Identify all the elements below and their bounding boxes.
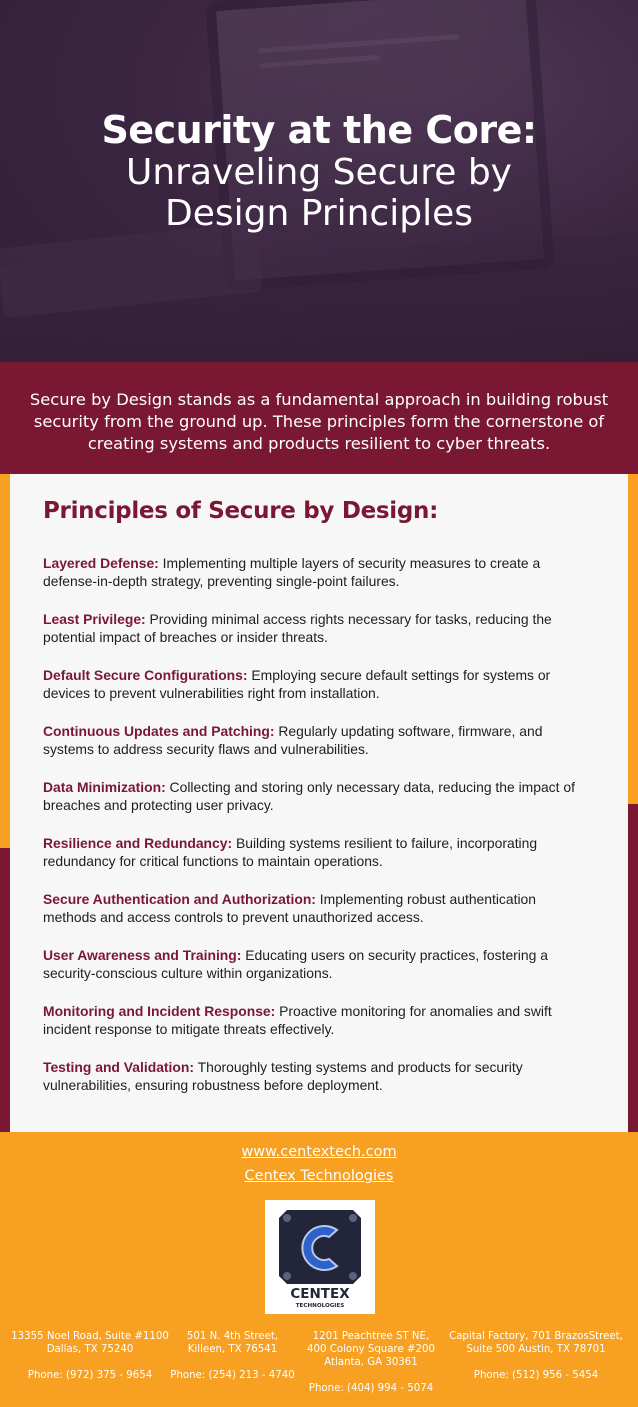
centex-c-logo-icon — [265, 1200, 375, 1314]
principle-user-awareness — [43, 946, 591, 1002]
principle-layered-defense — [43, 554, 591, 610]
principle-name: Continuous Updates and Patching: — [43, 723, 275, 739]
office-dallas — [10, 1330, 170, 1382]
office-austin — [444, 1330, 628, 1382]
office-address-line: Dallas, TX 75240 — [46, 1344, 134, 1355]
principle-name: Layered Defense: — [43, 555, 159, 571]
website-link[interactable]: www.centextech.com — [241, 1144, 397, 1160]
principle-secure-authentication — [43, 890, 591, 946]
principle-text: Regularly updating software, firmware, and systems to address security flaws and vulnerabilities. — [43, 723, 543, 758]
principle-monitoring-incident-response — [43, 1002, 591, 1058]
office-address-line: 1201 Peachtree ST NE, — [312, 1331, 430, 1342]
principle-name: Resilience and Redundancy: — [43, 835, 233, 851]
principle-name: Data Minimization: — [43, 779, 166, 795]
principle-resilience-redundancy — [43, 834, 591, 890]
principle-name: Least Privilege: — [43, 611, 146, 627]
office-killeen — [165, 1330, 300, 1382]
logo-wordmark: CENTEX — [290, 1286, 350, 1302]
principle-least-privilege — [43, 610, 591, 666]
left-accent-bar — [0, 474, 10, 1132]
title-line-2: Unraveling Secure by — [126, 152, 512, 193]
right-accent-bar — [628, 474, 638, 1132]
office-address-line: Atlanta, GA 30361 — [324, 1357, 418, 1368]
office-address-line: 13355 Noel Road, Suite #1100 — [11, 1331, 169, 1342]
principle-text: Building systems resilient to failure, incorporating redundancy for critical functions to maintain operations. — [43, 835, 538, 870]
office-address-line: Capital Factory, 701 BrazosStreet, — [449, 1331, 623, 1342]
office-address-line: Killeen, TX 76541 — [187, 1344, 278, 1355]
office-phone: Phone: (972) 375 - 9654 — [27, 1370, 153, 1381]
principle-text: Thoroughly testing systems and products for security vulnerabilities, ensuring robustness before deployment. — [43, 1059, 523, 1094]
company-logo — [265, 1200, 375, 1314]
logo-subtext: TECHNOLOGIES — [295, 1303, 345, 1309]
principles-list — [43, 554, 591, 1114]
principle-text: Proactive monitoring for anomalies and swift incident response to mitigate threats effectively. — [43, 1003, 552, 1038]
principle-testing-validation — [43, 1058, 591, 1114]
footer — [0, 1132, 638, 1407]
company-link[interactable]: Centex Technologies — [244, 1168, 394, 1184]
intro-band — [0, 362, 638, 474]
page-title — [0, 108, 638, 234]
office-address-line: 400 Colony Square #200 — [307, 1344, 435, 1355]
intro-text: Secure by Design stands as a fundamental approach in building robust security from the ground up. These principles form the cornerstone of creating systems and products resilient to cyber threats. — [29, 390, 609, 453]
hero-banner — [0, 0, 638, 362]
principle-name: Default Secure Configurations: — [43, 667, 248, 683]
principle-name: Monitoring and Incident Response: — [43, 1003, 276, 1019]
principle-name: User Awareness and Training: — [43, 947, 242, 963]
principle-text: Employing secure default settings for systems or devices to prevent vulnerabilities right from installation. — [43, 667, 551, 702]
principles-panel — [10, 474, 628, 1132]
principle-continuous-updates — [43, 722, 591, 778]
title-line-3: Design Principles — [165, 193, 473, 234]
principle-text: Educating users on security practices, fostering a security-conscious culture within organizations. — [43, 947, 548, 982]
principle-data-minimization — [43, 778, 591, 834]
office-phone: Phone: (512) 956 - 5454 — [473, 1370, 599, 1381]
office-phone: Phone: (254) 213 - 4740 — [170, 1370, 295, 1381]
office-address-line: Suite 500 Austin, TX 78701 — [466, 1344, 606, 1355]
title-line-1: Security at the Core: — [101, 108, 537, 152]
office-phone: Phone: (404) 994 - 5074 — [308, 1383, 434, 1394]
principle-text: Collecting and storing only necessary data, reducing the impact of breaches and protecting user privacy. — [43, 779, 575, 814]
principle-text: Providing minimal access rights necessary for tasks, reducing the potential impact of breaches or insider threats. — [43, 611, 552, 646]
office-atlanta — [300, 1330, 442, 1395]
office-address-line: 501 N. 4th Street, — [186, 1331, 279, 1342]
principle-name: Testing and Validation: — [43, 1059, 195, 1075]
principle-text: Implementing robust authentication methods and access controls to prevent unauthorized access. — [43, 891, 537, 926]
principle-text: Implementing multiple layers of security measures to create a defense-in-depth strategy, preventing single-point failures. — [43, 555, 541, 590]
principles-heading: Principles of Secure by Design: — [43, 498, 439, 524]
principle-default-secure-configurations — [43, 666, 591, 722]
principle-name: Secure Authentication and Authorization: — [43, 891, 316, 907]
